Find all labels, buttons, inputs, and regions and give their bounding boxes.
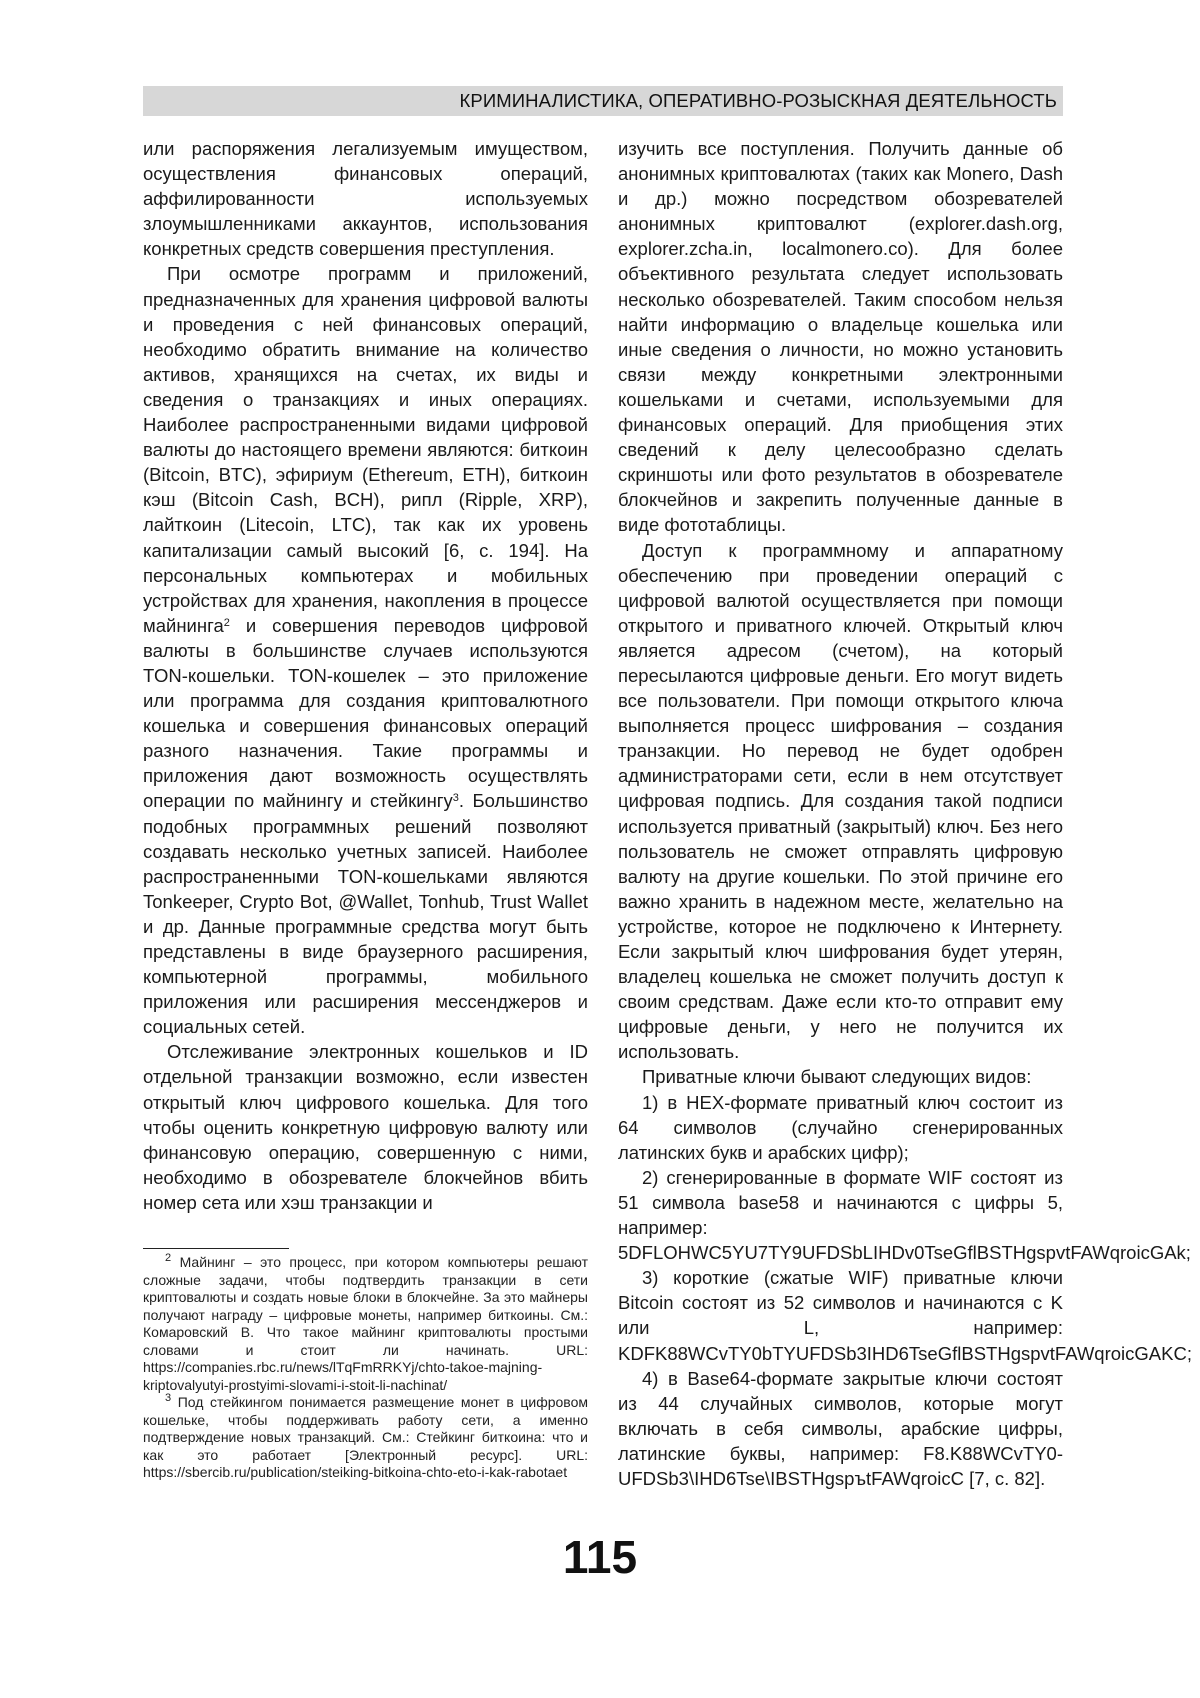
key-type-4: 4) в Base64-формате закрытые ключи состоят из 44 случайных символов, которые могут включать в себя символы, арабские цифры, латинские буквы, например: F8.K88WCvTY0-UFDSb3\IHD6Tse\IBSTHgspъtFAWqroicC [7, с. 82]. — [618, 1367, 1063, 1489]
footnote-2-text: Майнинг – это процесс, при котором компьютеры решают сложные задачи, чтобы подтвердить транзакции в сети криптовалюты и создать новые блоки в блокчейне. За это майнеры получают награду – цифровые монеты, например биткоины. См.: Комаровский В. Что такое майнинг криптовалюты простыми словами и стоит ли начинать. URL: https://companies.rbc.ru/news/lTqFmRRKYj/chto-takoe-majning-kriptovalyutyi-prostyimi-slovami-i-stoit-li-nachinat/ — [143, 1254, 588, 1393]
right-paragraph-3: Приватные ключи бывают следующих видов: — [642, 1066, 1032, 1088]
footnote-3-mark: 3 — [165, 1392, 172, 1404]
left-paragraph-2 — [143, 261, 588, 1039]
left-paragraph-3: Отслеживание электронных кошельков и ID отдельной транзакции возможно, если известен открытый ключ цифрового кошелька. Для того чтобы оценить конкретную цифровую валюту или финансовую операцию, совершенную с ними, необходимо в обозревателе блокчейнов вбить номер сета или хэш транзакции и — [143, 1041, 588, 1213]
left-paragraph-2-part-a: При осмотре программ и приложений, предназначенных для хранения цифровой валюты и проведения с ней финансовых операций, необходимо обратить внимание на количество активов, хранящихся на счетах, их виды и сведения о транзакциях и иных операциях. Наиболее распространенными видами цифровой валюты до настоящего времени являются: биткоин (Bitcoin, BTC), эфириум (Ethereum, ETH), биткоин кэш (Bitcoin Cash, BCH), рипл (Ripple, XRP), лайткоин (Litecoin, LTC), так как их уровень капитализации самый высокий [6, с. 194]. На персональных компьютерах и мобильных устройствах для хранения, накопления в процессе майнинга — [143, 263, 588, 636]
footnotes — [143, 1254, 588, 1482]
left-paragraph-2-part-c: . Большинство подобных программных решений позволяют создавать несколько учетных записей. Наиболее распространенными TON-кошельками являются Tonkeeper, Crypto Bot, @Wallet, Tonhub, Trust Wallet и др. Данные программные средства могут быть представлены в виде браузерного расширения, компьютерной программы, мобильного приложения или расширения мессенджеров и социальных сетей. — [143, 790, 588, 1038]
page-number: 115 — [562, 1531, 638, 1583]
footnote-divider — [143, 1248, 289, 1249]
footnote-ref-2: 2 — [223, 616, 230, 629]
footnote-3-text: Под стейкингом понимается размещение монет в цифровом кошельке, чтобы поддерживать работу сети, а именно подтверждение новых транзакций. См.: Стейкинг биткоина: что и как это работает [Электронный ресурс]. URL: https://sbercib.ru/publication/steiking-bitkoina-chto-eto-i-kak-rabotaet — [143, 1394, 588, 1480]
left-column — [143, 136, 588, 1215]
running-header — [143, 86, 1063, 116]
left-paragraph-1: или распоряжения легализуемым имуществом, осуществления финансовых операций, аффилированности используемых злоумышленниками аккаунтов, использования конкретных средств совершения преступления. — [143, 138, 588, 260]
footnote-3 — [143, 1394, 588, 1482]
left-paragraph-2-part-b: и совершения переводов цифровой валюты в большинстве случаев используются TON-кошельки. TON-кошелек – это приложение или программа для создания криптовалютного кошелька и совершения финансовых операций разного назначения. Такие программы и приложения дают возможность осуществлять операции по майнингу и стейкингу — [143, 614, 588, 812]
key-type-2: 2) сгенерированные в формате WIF состоят из 51 символа base58 и начинаются с цифры 5, например: 5DFLOHWC5YU7TY9UFDSbLIHDv0TseGflBSTHgspvtFAWqroicGAk; — [618, 1166, 1191, 1264]
running-header-title: КРИМИНАЛИСТИКА, ОПЕРАТИВНО-РОЗЫСКНАЯ ДЕЯТЕЛЬНОСТЬ — [459, 90, 1057, 111]
right-column — [618, 136, 1192, 1491]
right-paragraph-1: изучить все поступления. Получить данные об анонимных криптовалютах (таких как Monero, Dash и др.) можно посредством обозревателей анонимных криптовалют (explorer.dash.org, explorer.zcha.in, localmonero.co). Для более объективного результата следует использовать несколько обозревателей. Таким способом нельзя найти информацию о владельце кошелька или иные сведения о личности, но можно установить связи между конкретными электронными кошельками и счетами, используемыми для финансовых операций. Для приобщения этих сведений к делу целесообразно сделать скриншоты или фото результатов в обозревателе блокчейнов и закрепить полученные данные в виде фототаблицы. — [618, 138, 1063, 536]
key-type-1: 1) в HEX-формате приватный ключ состоит из 64 символов (случайно сгенерированных латинских букв и арабских цифр); — [618, 1091, 1063, 1163]
right-paragraph-2: Доступ к программному и аппаратному обеспечению при проведении операций с цифровой валютой осуществляется при помощи открытого и приватного ключей. Открытый ключ является адресом (счетом), на который пересылаются цифровые деньги. Его могут видеть все пользователи. При помощи открытого ключа выполняется процесс шифрования – создания транзакции. Но перевод не будет одобрен администраторами сети, если в нем отсутствует цифровая подпись. Для создания такой подписи используется приватный (закрытый) ключ. Без него пользователь не сможет отправлять цифровую валюту на другие кошельки. По этой причине его важно хранить в надежном месте, желательно на устройстве, которое не подключено к Интернету. Если закрытый ключ шифрования будет утерян, владелец кошелька не сможет получить доступ к своим средствам. Даже если кто-то отправит ему цифровые деньги, у него не получится их использовать. — [618, 539, 1063, 1063]
key-type-3: 3) короткие (сжатые WIF) приватные ключи Bitcoin состоят из 52 символов и начинаются с K или L, например: KDFK88WCvTY0bTYUFDSb3IHD6TseGflBSTHgspvtFAWqroicGAKC; — [618, 1267, 1192, 1364]
footnote-2-mark: 2 — [165, 1252, 172, 1264]
footnote-ref-3: 3 — [452, 792, 459, 805]
footnote-2 — [143, 1254, 588, 1394]
